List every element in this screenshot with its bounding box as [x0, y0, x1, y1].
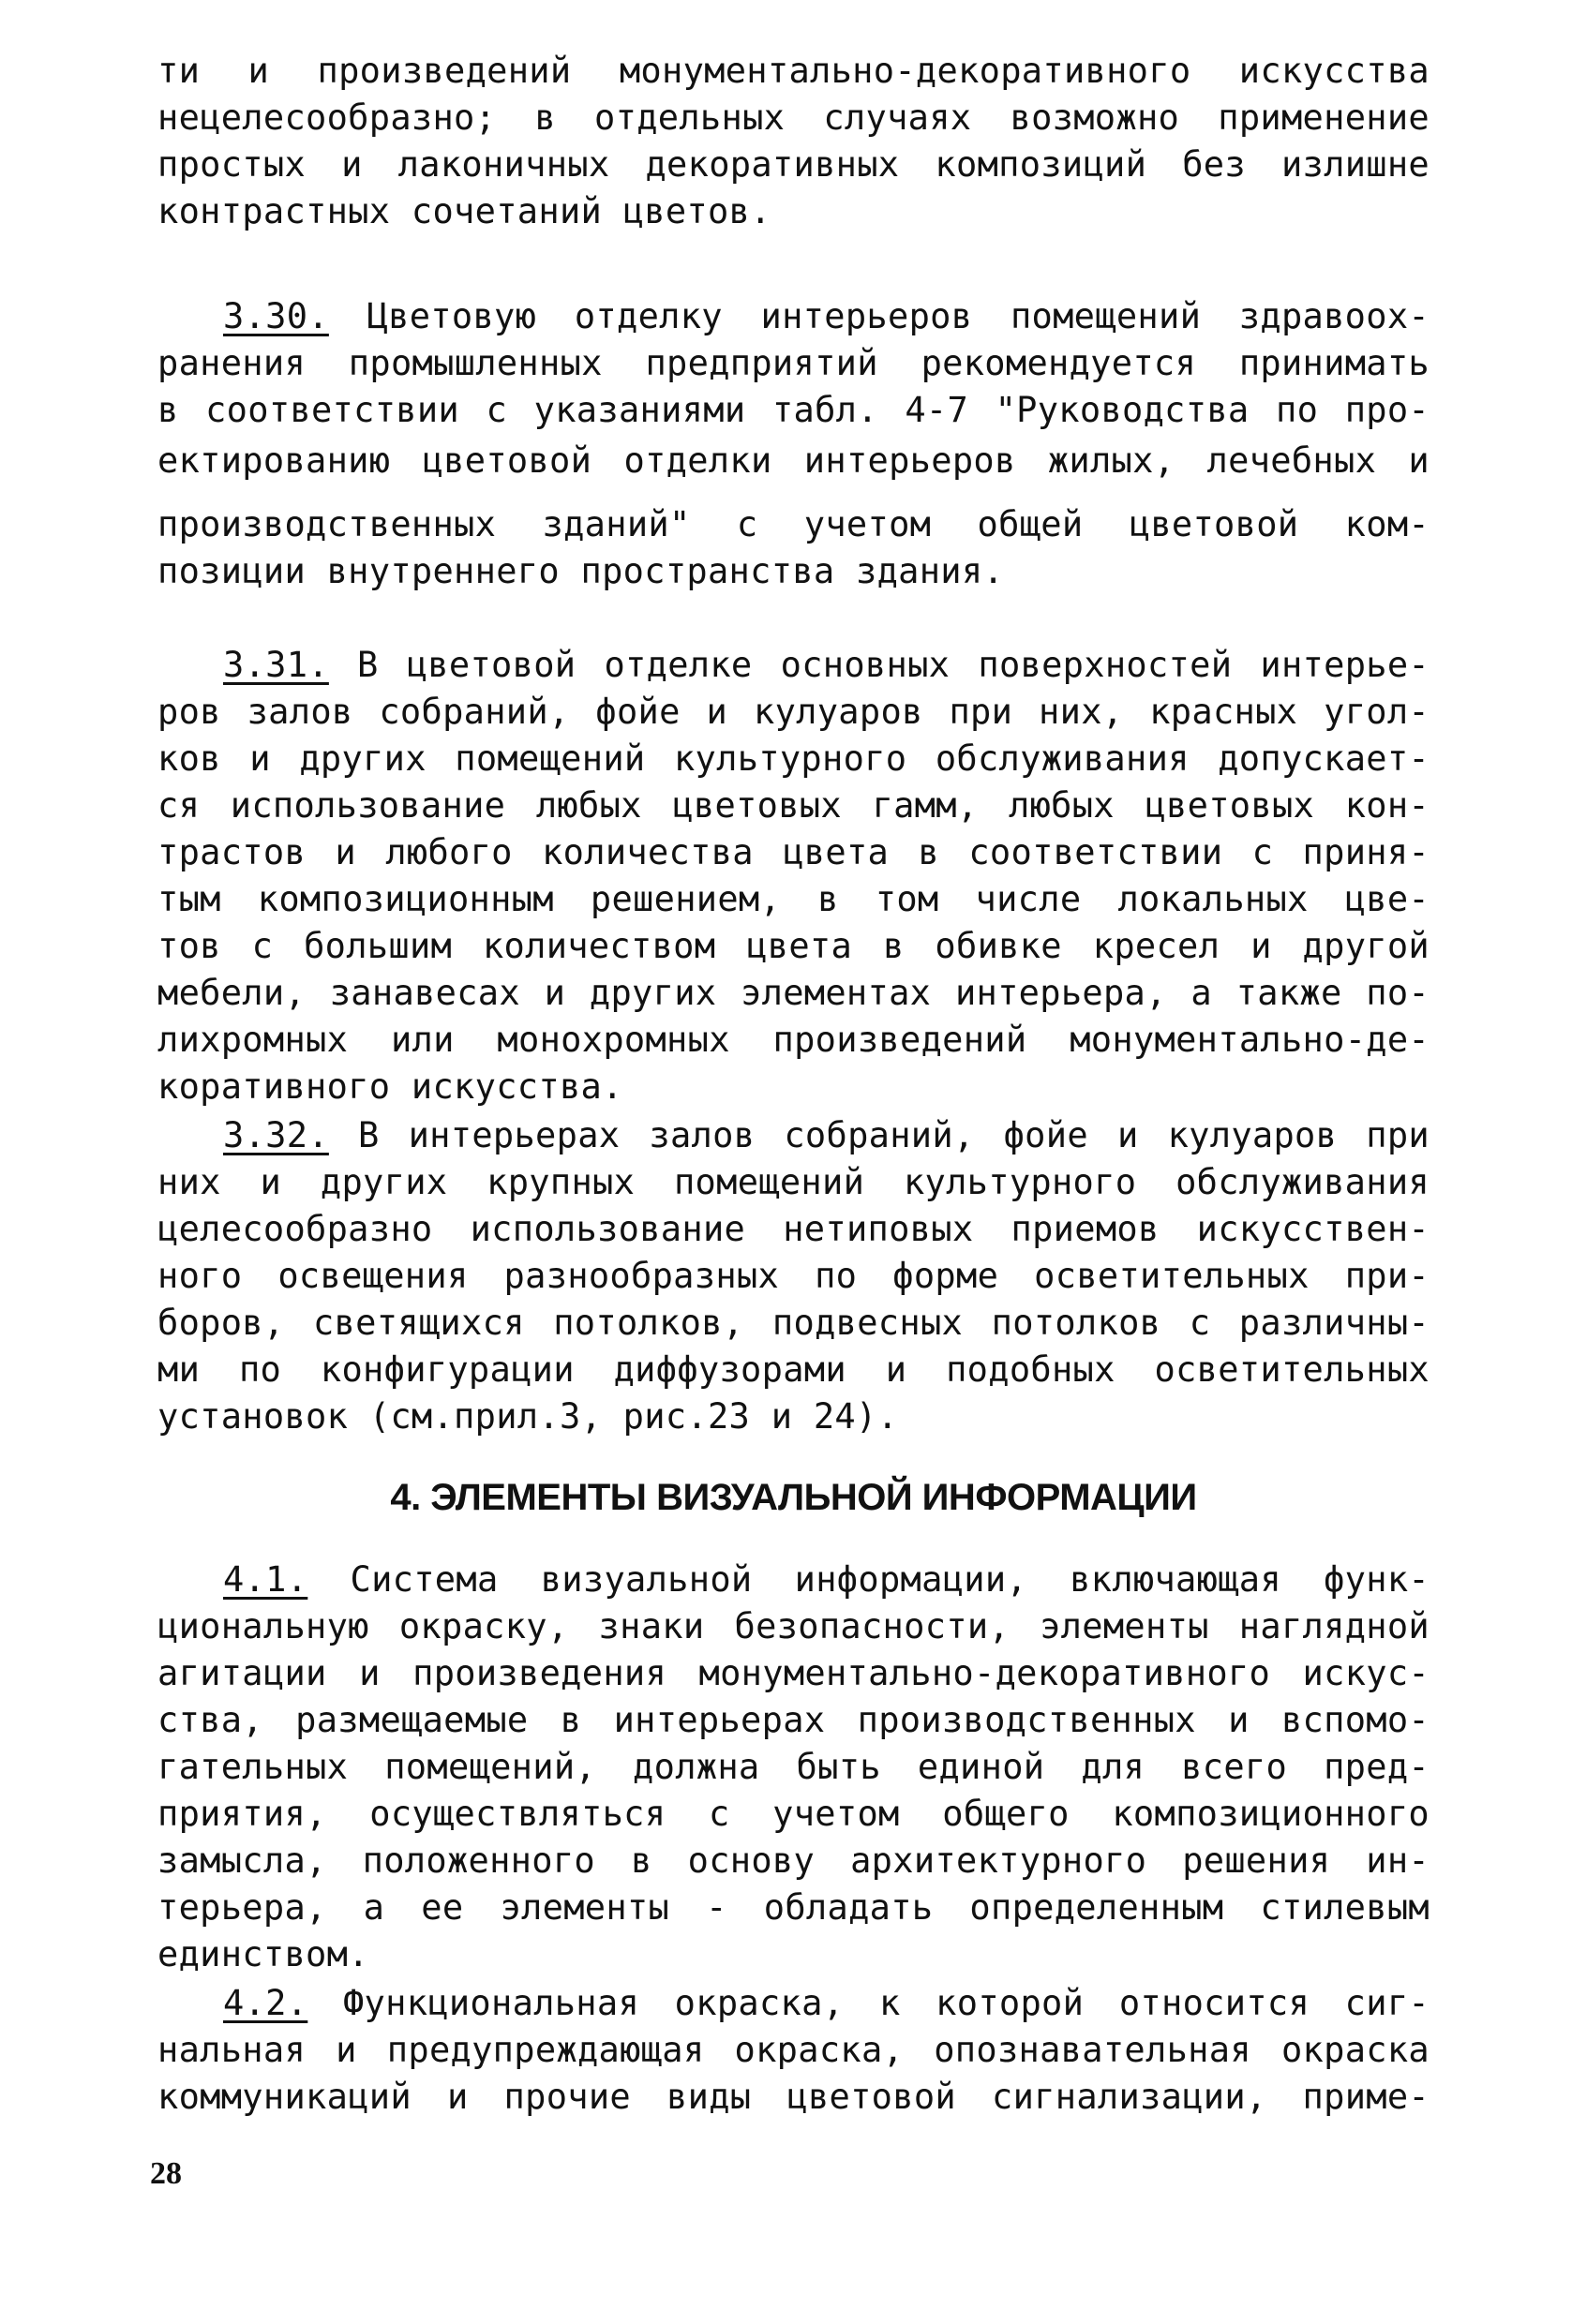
paragraph-first-line	[223, 1111, 1430, 1160]
text-line: коммуникаций и прочие виды цветовой сигнализации, приме-	[157, 2077, 1430, 2117]
text-line: боров, светящихся потолков, подвесных потолков с различны-	[157, 1303, 1430, 1343]
page-number: 28	[150, 2156, 182, 2191]
text-line: нальная и предупреждающая окраска, опознавательная окраска	[157, 2030, 1430, 2070]
paragraph-first-line	[223, 641, 1430, 690]
text-line: в соответствии с указаниями табл. 4-7 "Руководства по про-	[157, 390, 1430, 430]
text-line: коративного искусства.	[157, 1066, 623, 1107]
text-line: них и других крупных помещений культурного обслуживания	[157, 1162, 1430, 1202]
text-line: тов с большим количеством цвета в обивке кресел и другой	[157, 926, 1430, 966]
text-line: ранения промышленных предприятий рекомендуется принимать	[157, 343, 1430, 383]
paragraph-number: 3.31.	[223, 645, 329, 685]
text-line: ров залов собраний, фойе и кулуаров при них, красных угол-	[157, 692, 1430, 732]
text-line: замысла, положенного в основу архитектурного решения ин-	[157, 1840, 1430, 1881]
paragraph-number: 3.30.	[223, 296, 329, 336]
text-line: контрастных сочетаний цветов.	[157, 191, 771, 231]
text-line: ми по конфигурации диффузорами и подобных осветительных	[157, 1349, 1430, 1390]
text-line: простых и лаконичных декоративных композиций без излишне	[157, 144, 1430, 185]
text-line: В интерьерах залов собраний, фойе и кулуаров при	[357, 1115, 1430, 1155]
text-line: мебели, занавесах и других элементах интерьера, а также по-	[157, 973, 1430, 1013]
text-line: производственных зданий" с учетом общей цветовой ком-	[157, 504, 1430, 544]
text-line: ти и произведений монументально-декоративного искусства	[157, 51, 1430, 91]
text-line: гательных помещений, должна быть единой для всего пред-	[157, 1747, 1430, 1787]
text-line: агитации и произведения монументально-декоративного искус-	[157, 1653, 1430, 1693]
text-line: приятия, осуществляться с учетом общего композиционного	[157, 1794, 1430, 1834]
paragraph-number: 4.1.	[223, 1559, 308, 1600]
paragraph-first-line	[223, 292, 1430, 341]
text-line: единством.	[157, 1934, 369, 1974]
text-line: ся использование любых цветовых гамм, любых цветовых кон-	[157, 785, 1430, 826]
text-line: трастов и любого количества цвета в соответствии с приня-	[157, 832, 1430, 872]
text-line: тым композиционным решением, в том числе локальных цве-	[157, 879, 1430, 919]
text-line: Цветовую отделку интерьеров помещений здравоох-	[367, 296, 1430, 336]
text-line: установок (см.прил.3, рис.23 и 24).	[157, 1396, 899, 1437]
section-heading: 4. ЭЛЕМЕНТЫ ВИЗУАЛЬНОЙ ИНФОРМАЦИИ	[390, 1477, 1197, 1518]
paragraph-number: 4.2.	[223, 1983, 308, 2023]
text-line: целесообразно использование нетиповых приемов искусствен-	[157, 1209, 1430, 1249]
text-line: ектированию цветовой отделки интерьеров жилых, лечебных и	[157, 440, 1430, 481]
paragraph-first-line	[223, 1979, 1430, 2028]
text-line: лихромных или монохромных произведений монументально-де-	[157, 1020, 1430, 1060]
text-line: ков и других помещений культурного обслуживания допускает-	[157, 738, 1430, 779]
paragraph-first-line	[223, 1556, 1430, 1604]
paragraph-number: 3.32.	[223, 1115, 329, 1155]
text-line: позиции внутреннего пространства здания.	[157, 551, 1005, 591]
text-line: ного освещения разнообразных по форме осветительных при-	[157, 1256, 1430, 1296]
text-line: Функциональная окраска, к которой относится сиг-	[342, 1983, 1430, 2023]
text-line: нецелесообразно; в отдельных случаях возможно применение	[157, 97, 1430, 138]
text-line: циональную окраску, знаки безопасности, элементы наглядной	[157, 1606, 1430, 1646]
text-line: терьера, а ее элементы - обладать определенным стилевым	[157, 1887, 1430, 1928]
text-line: ства, размещаемые в интерьерах производственных и вспомо-	[157, 1700, 1430, 1740]
text-line: Система визуальной информации, включающая функ-	[350, 1559, 1430, 1600]
text-line: В цветовой отделке основных поверхностей интерье-	[357, 645, 1430, 685]
